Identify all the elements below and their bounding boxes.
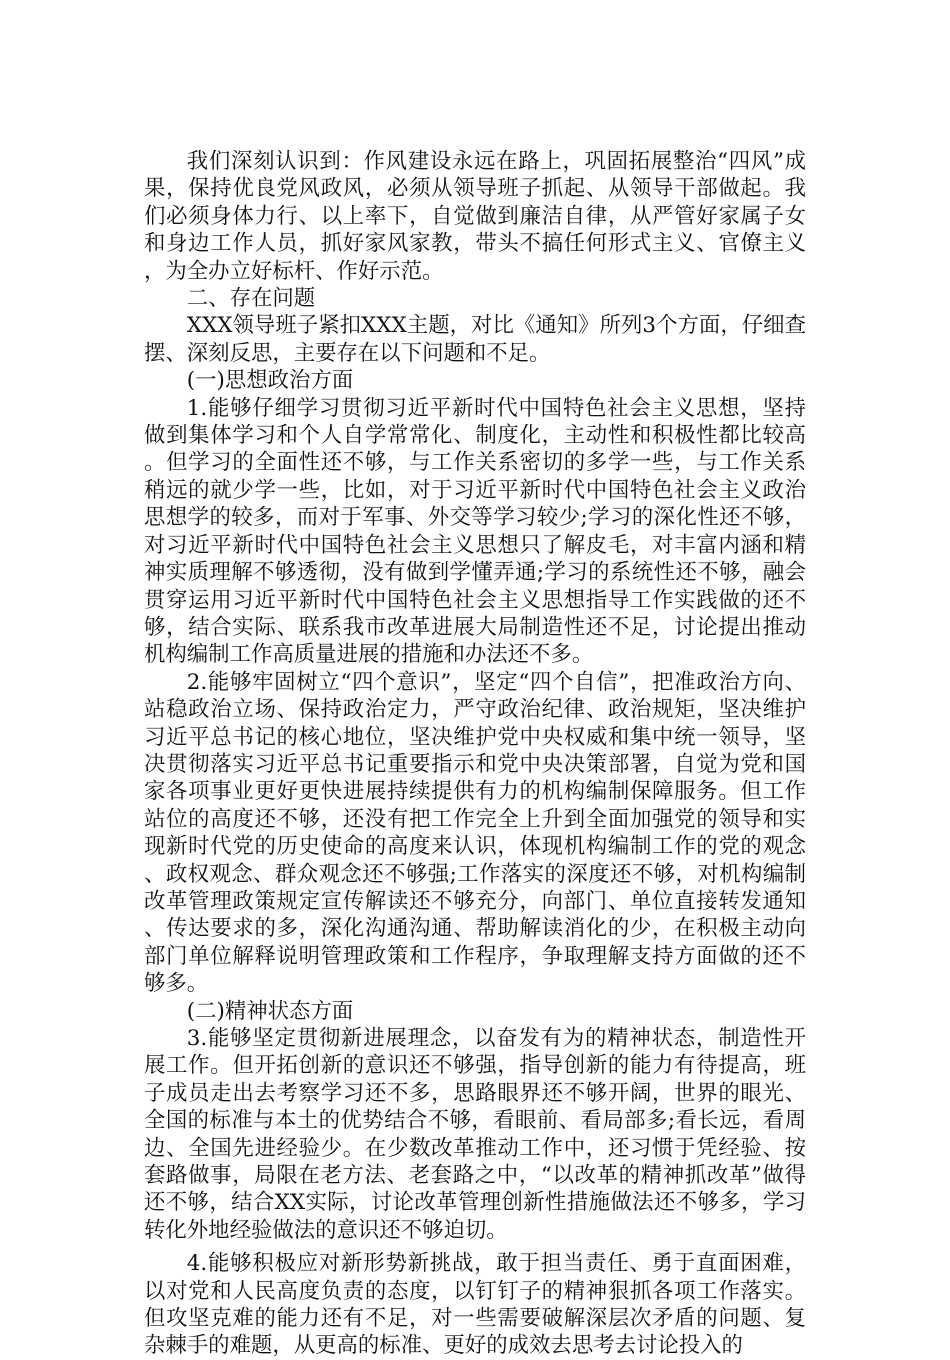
- paragraph-problems-summary: XXX领导班子紧扣XXX主题，对比《通知》所列3个方面，仔细查摆、深刻反思，主要存在以下问题和不足。: [144, 313, 806, 366]
- paragraph-item-4: 4.能够积极应对新形势新挑战，敢于担当责任、勇于直面困难，以对党和人民高度负责的态度，以钉钉子的精神狠抓各项工作落实。但攻坚克难的能力还有不足，对一些需要破解深层次矛盾的问题、复杂棘手的难题，从更高的标准、更好的成效去思考去讨论投入的: [144, 1251, 806, 1359]
- paragraph-item-3: 3.能够坚定贯彻新进展理念，以奋发有为的精神状态，制造性开展工作。但开拓创新的意识还不够强，指导创新的能力有待提高，班子成员走出去考察学习还不多，思路眼界还不够开阔，世界的眼光、全国的标准与本土的优势结合不够，看眼前、看局部多;看长远，看周边、全国先进经验少。在少数改革推动工作中，还习惯于凭经验、按套路做事，局限在老方法、老套路之中，“以改革的精神抓改革”做得还不够，结合XX实际，讨论改革管理创新性措施做法还不够多，学习转化外地经验做法的意识还不够迫切。: [144, 1026, 806, 1243]
- subsection-heading-ideology: (一)思想政治方面: [186, 368, 354, 394]
- paragraph-item-2: 2.能够牢固树立“四个意识”，坚定“四个自信”，把准政治方向、站稳政治立场、保持政治定力，严守政治纪律、政治规矩，坚决维护习近平总书记的核心地位，坚决维护党中央权威和集中统一领导，坚决贯彻落实习近平总书记重要指示和党中央决策部署，自觉为党和国家各项事业更好更快进展持续提供有力的机构编制保障服务。但工作站位的高度还不够，还没有把工作完全上升到全面加强党的领导和实现新时代党的历史使命的高度来认识，体现机构编制工作的党的观念、政权观念、群众观念还不够强;工作落实的深度还不够，对机构编制改革管理政策规定宣传解读还不够充分，向部门、单位直接转发通知、传达要求的多，深化沟通沟通、帮助解读消化的少，在积极主动向部门单位解释说明管理政策和工作程序，争取理解支持方面做的还不够多。: [144, 669, 806, 997]
- paragraph-item-1: 1.能够仔细学习贯彻习近平新时代中国特色社会主义思想，坚持做到集体学习和个人自学常常化、制度化，主动性和积极性都比较高。但学习的全面性还不够，与工作关系密切的多学一些，与工作关系稍远的就少学一些，比如，对于习近平新时代中国特色社会主义政治思想学的较多，而对于军事、外交等学习较少;学习的深化性还不够，对习近平新时代中国特色社会主义思想只了解皮毛，对丰富内涵和精神实质理解不够透彻，没有做到学懂弄通;学习的系统性还不够，融会贯穿运用习近平新时代中国特色社会主义思想指导工作实践做的还不够，结合实际、联系我市改革进展大局制造性还不足，讨论提出推动机构编制工作高质量进展的措施和办法还不多。: [144, 395, 806, 668]
- document-body: [144, 148, 806, 1360]
- subsection-heading-spirit: (二)精神状态方面: [186, 998, 354, 1024]
- paragraph-intro: 我们深刻认识到：作风建设永远在路上，巩固拓展整治“四风”成果，保持优良党风政风，必须从领导班子抓起、从领导干部做起。我们必须身体力行、以上率下，自觉做到廉洁自律，从严管好家属子女和身边工作人员，抓好家风家教，带头不搞任何形式主义、官僚主义，为全办立好标杆、作好示范。: [144, 149, 806, 284]
- section-heading-problems: 二、存在问题: [186, 286, 316, 312]
